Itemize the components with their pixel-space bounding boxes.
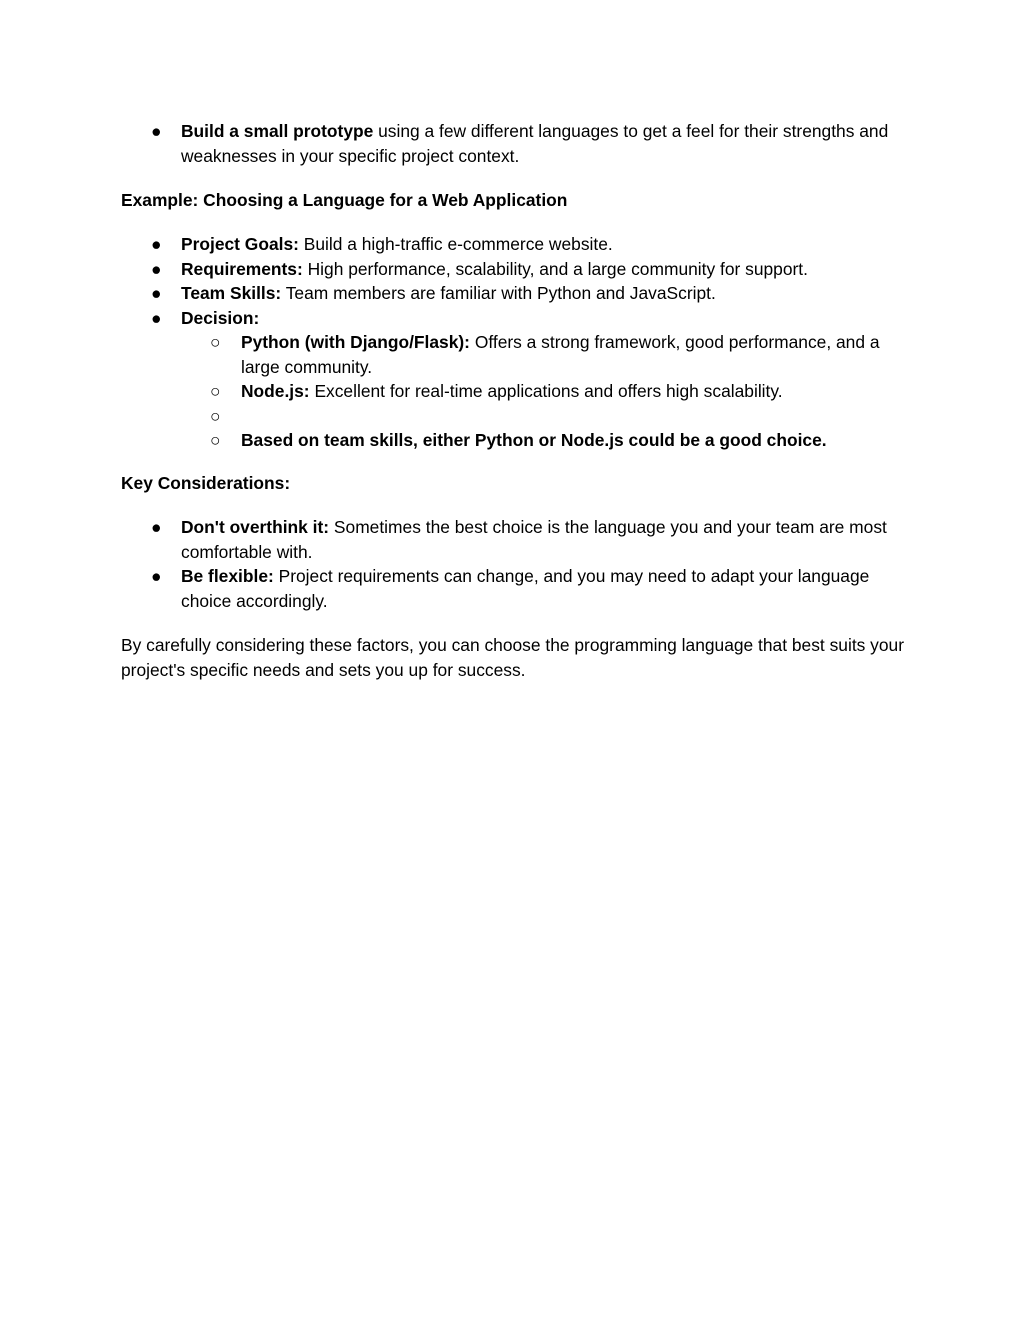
circle-bullet-icon: ○ — [210, 332, 221, 352]
sub-list-item — [121, 379, 911, 404]
item-text: Offers a strong framework, good performance, and a large community. — [241, 332, 880, 377]
bullet-icon: ● — [151, 258, 162, 279]
item-bold-label: Node.js: — [241, 381, 310, 401]
sub-list-item — [121, 330, 911, 379]
considerations-heading: Key Considerations: — [121, 473, 291, 493]
intro-list — [121, 119, 911, 168]
item-bold-label: Build a small prototype — [181, 121, 374, 141]
item-text: using a few different languages to get a feel for their strengths and weaknesses in your specific project context. — [181, 121, 889, 166]
item-text: Build a high-traffic e-commerce website. — [298, 234, 613, 254]
item-bold-label: Be flexible: — [181, 566, 274, 586]
item-bold-label: Python (with Django/Flask): — [241, 332, 470, 352]
list-item — [121, 306, 911, 331]
item-text: Project requirements can change, and you may need to adapt your language choice accordingly. — [181, 566, 870, 611]
conclusion-paragraph: By carefully considering these factors, you can choose the programming language that best suits your project's specific needs and sets you up for success. — [121, 635, 905, 680]
item-bold-label: Based on team skills, either Python or Node.js could be a good choice. — [241, 430, 827, 450]
list-item — [121, 281, 911, 306]
list-item — [121, 119, 911, 168]
item-text: High performance, scalability, and a large community for support. — [302, 258, 808, 279]
bullet-icon: ● — [151, 234, 162, 254]
bullet-icon: ● — [151, 121, 162, 141]
item-bold-label: Requirements: — [181, 258, 303, 279]
item-bold-label: Project Goals: — [181, 234, 299, 254]
item-bold-label: Don't overthink it: — [181, 517, 330, 537]
item-text: Excellent for real-time applications and offers high scalability. — [309, 381, 783, 401]
circle-bullet-icon: ○ — [210, 405, 221, 426]
bullet-icon: ● — [151, 283, 162, 303]
list-item — [121, 564, 911, 613]
example-heading: Example: Choosing a Language for a Web Application — [121, 190, 568, 210]
bullet-icon: ● — [151, 307, 162, 328]
list-item — [121, 257, 911, 282]
item-bold-label: Team Skills: — [181, 283, 282, 303]
item-bold-label: Decision: — [181, 307, 260, 328]
list-item — [121, 515, 911, 564]
bullet-icon: ● — [151, 566, 162, 586]
bullet-icon: ● — [151, 517, 162, 537]
sub-list-item — [121, 428, 911, 453]
item-text: Sometimes the best choice is the language you and your team are most comfortable with. — [181, 517, 887, 562]
example-list — [121, 232, 911, 453]
list-item — [121, 232, 911, 257]
item-text: Team members are familiar with Python and JavaScript. — [281, 283, 716, 303]
circle-bullet-icon: ○ — [210, 381, 221, 401]
circle-bullet-icon: ○ — [210, 430, 221, 450]
sub-list-item — [121, 404, 911, 429]
considerations-list — [121, 515, 911, 613]
